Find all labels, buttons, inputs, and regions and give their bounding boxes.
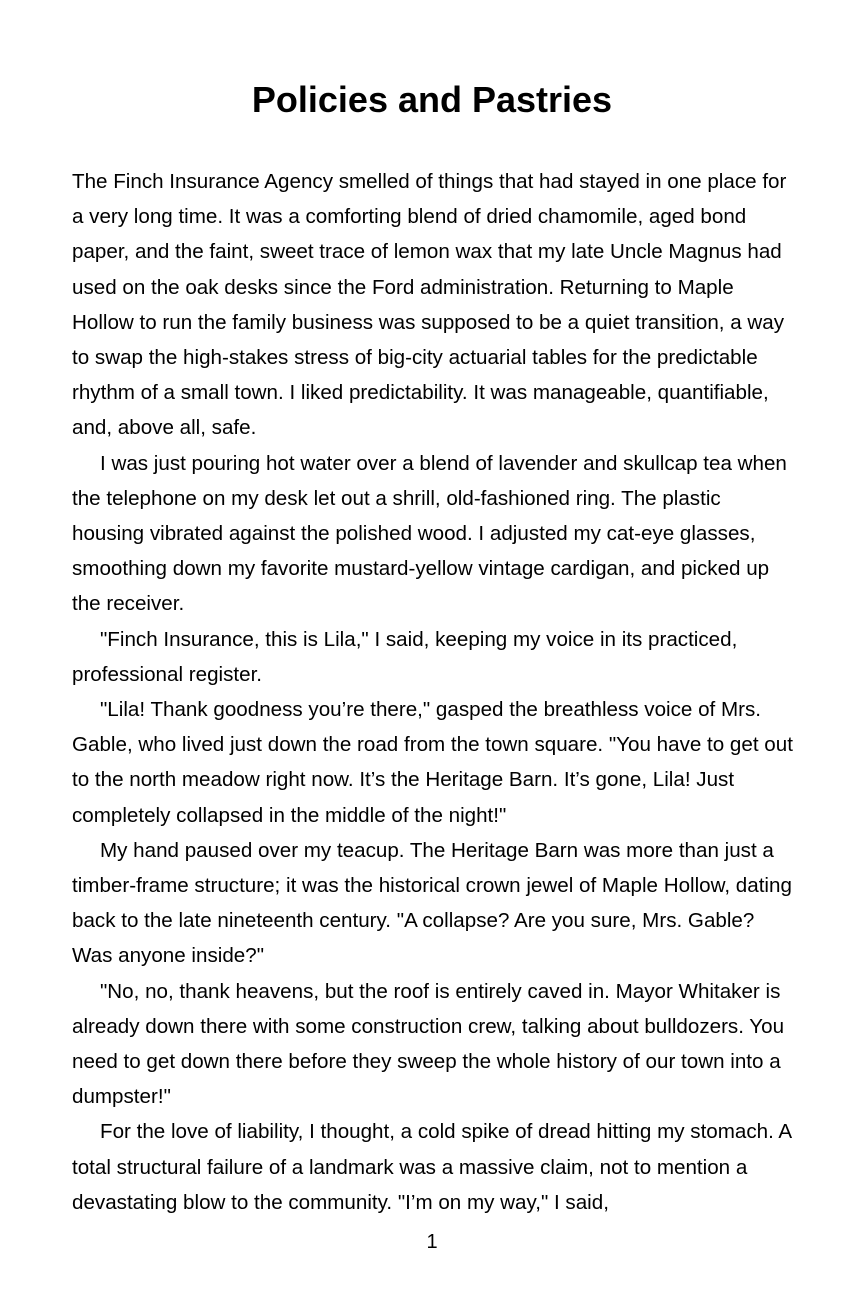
page-number: 1 [426,1231,438,1253]
page-title: Policies and Pastries [251,79,613,120]
paragraph-teacup: My hand paused over my teacup. The Heritage Barn was more than just a timber-frame structure; it was the historical crown jewel of Maple Hollow, dating back to the late nineteenth century. "A collapse? Are you sure, Mrs. Gable? Was anyone inside?" [72,838,792,968]
paragraph-roof: "No, no, thank heavens, but the roof is entirely caved in. Mayor Whitaker is already down there with some construction crew, talking about bulldozers. You need to get down there before they sweep the whole history of our town into a dumpster!" [72,979,785,1109]
paragraph-opening: The Finch Insurance Agency smelled of things that had stayed in one place for a very long time. It was a comforting blend of dried chamomile, aged bond paper, and the faint, sweet trace of lemon wax that my late Uncle Magnus had used on the oak desks since the Ford administration. Returning to Maple Hollow to run the family business was supposed to be a quiet transition, a way to swap the high-stakes stress of big-city actuarial tables for the predictable rhythm of a small town. I liked predictability. It was manageable, quantifiable, and, above all, safe. [72,170,787,440]
paragraph-greeting: "Finch Insurance, this is Lila," I said, keeping my voice in its practiced, professional register. [72,627,738,686]
paragraph-mrs-gable: "Lila! Thank goodness you’re there," gasped the breathless voice of Mrs. Gable, who lived just down the road from the town square. "You have to get out to the north meadow right now. It’s the Heritage Barn. It’s gone, Lila! Just completely collapsed in the middle of the night!" [72,698,793,827]
body-text [72,164,796,1220]
paragraph-telephone: I was just pouring hot water over a blend of lavender and skullcap tea when the telephone on my desk let out a shrill, old-fashioned ring. The plastic housing vibrated against the polished wood. I adjusted my cat-eye glasses, smoothing down my favorite mustard-yellow vintage cardigan, and picked up the receiver. [72,451,787,616]
paragraph-liability: For the love of liability, I thought, a cold spike of dread hitting my stomach. A total structural failure of a landmark was a massive claim, not to mention a devastating blow to the community. "I’m on my way," I said, [72,1120,792,1214]
